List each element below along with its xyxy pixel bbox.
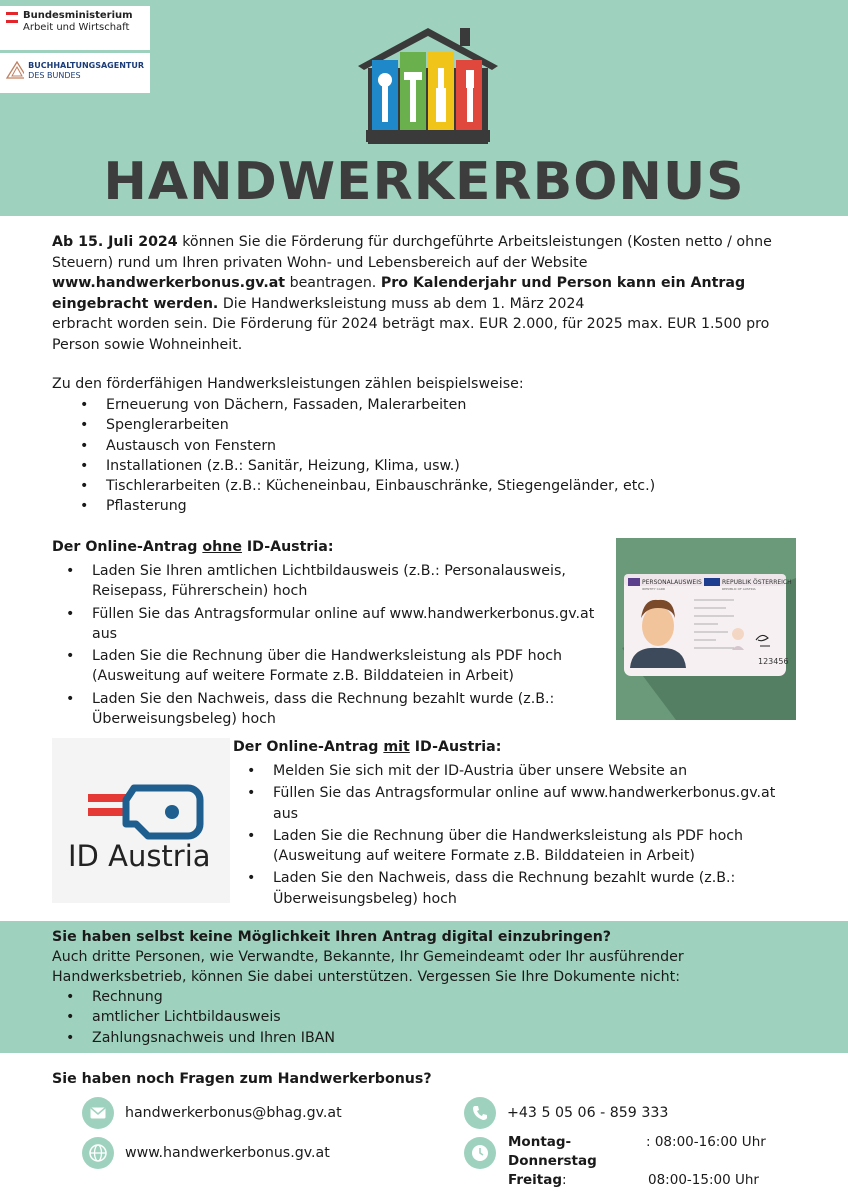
with-id-section: [233, 737, 803, 911]
phone-number[interactable]: +43 5 05 06 - 859 333: [507, 1105, 669, 1121]
mail-icon: [82, 1097, 114, 1129]
intro-website-link[interactable]: www.handwerkerbonus.gv.at: [52, 275, 286, 291]
page-title: HANDWERKERBONUS: [103, 152, 745, 212]
list-item: • Laden Sie den Nachweis, dass die Rechnung bezahlt wurde (z.B.: Überweisungsbeleg) hoch: [66, 689, 612, 730]
list-item: • Melden Sie sich mit der ID-Austria über unsere Website an: [247, 761, 803, 781]
id-card-illustration: [616, 538, 796, 720]
id-card-number: 123456: [758, 657, 789, 666]
help-title: Sie haben selbst keine Möglichkeit Ihren Antrag digital einzubringen?: [52, 929, 612, 945]
title-emphasis: mit: [383, 739, 410, 755]
list-item: • Laden Sie Ihren amtlichen Lichtbildausweis (z.B.: Personalausweis, Reisepass, Führerschein) hoch: [66, 561, 612, 602]
email-link[interactable]: handwerkerbonus@bhag.gv.at: [125, 1105, 342, 1121]
help-list: [66, 987, 812, 1048]
id-card-country-sub: REPUBLIC OF AUSTRIA: [722, 587, 756, 591]
website-contact: [82, 1137, 330, 1169]
id-card-subtitle: IDENTITY CARD: [642, 587, 666, 591]
intro-text: beantragen.: [285, 275, 381, 291]
hours-day: Freitag: [508, 1172, 563, 1188]
title-text: Der Online-Antrag: [233, 739, 384, 755]
id-card-icon: [616, 538, 796, 720]
list-item: • Rechnung: [66, 987, 812, 1007]
list-item: • Spenglerarbeiten: [80, 415, 655, 435]
website-link[interactable]: www.handwerkerbonus.gv.at: [125, 1145, 330, 1161]
logo-column: [0, 6, 150, 96]
eligible-heading: Zu den förderfähigen Handwerksleistungen zählen beispielsweise:: [52, 376, 524, 392]
list-item: • Pflasterung: [80, 496, 655, 516]
list-item: • Tischlerarbeiten (z.B.: Kücheneinbau, Einbauschränke, Stiegengeländer, etc.): [80, 476, 655, 496]
list-item: • Laden Sie den Nachweis, dass die Rechnung bezahlt wurde (z.B.: Überweisungsbeleg) hoch: [247, 868, 803, 909]
without-id-list: [66, 561, 612, 729]
eligible-list: [80, 395, 655, 517]
globe-icon: [82, 1137, 114, 1169]
ministry-subname: Arbeit und Wirtschaft: [23, 22, 130, 33]
id-austria-text: ID Austria: [68, 839, 211, 873]
without-id-section: [52, 537, 612, 731]
id-austria-logo: [52, 738, 230, 903]
triangle-logo-icon: [6, 61, 24, 79]
hours-label: Montag-Donnerstag: [508, 1134, 597, 1169]
hours-value: : 08:00-16:00 Uhr: [646, 1134, 766, 1150]
contact-question: Sie haben noch Fragen zum Handwerkerbonus?: [52, 1071, 432, 1087]
house-tools-icon: [352, 24, 504, 146]
list-item: • Installationen (z.B.: Sanitär, Heizung, Klima, usw.): [80, 456, 655, 476]
with-id-title: [233, 737, 803, 757]
agency-logo: [0, 53, 150, 93]
without-id-title: [52, 537, 612, 557]
intro-paragraph: [52, 232, 797, 355]
start-date: Ab 15. Juli 2024: [52, 234, 178, 250]
intro-text: können Sie die Förderung für durchgeführte Arbeitsleistungen (Kosten netto / ohne Steuern) rund um Ihren privaten Wohn- und Lebensbereich auf der Website: [52, 234, 772, 271]
ministry-name: Bundesministerium: [23, 10, 133, 21]
clock-icon: [464, 1137, 496, 1169]
phone-contact: [464, 1097, 668, 1129]
intro-text: Die Handwerksleistung muss ab dem 1. März 2024: [218, 295, 585, 312]
austria-flag-icon: [6, 12, 18, 24]
list-item: • amtlicher Lichtbildausweis: [66, 1007, 812, 1027]
id-card-title: PERSONALAUSWEIS: [642, 579, 702, 586]
intro-text: erbracht worden sein. Die Förderung für 2024 beträgt max. EUR 2.000, für 2025 max. EUR 1.500 pro Person sowie Wohneinheit.: [52, 316, 770, 353]
list-item: • Laden Sie die Rechnung über die Handwerksleistung als PDF hoch (Ausweitung auf weitere Formate z.B. Bilddateien in Arbeit): [66, 646, 612, 687]
help-band: [0, 921, 848, 1053]
hours-label: [508, 1171, 648, 1190]
help-text: Auch dritte Personen, wie Verwandte, Bekannte, Ihr Gemeindeamt oder Ihr ausführender Handwerksbetrieb, können Sie dabei unterstützen. Vergessen Sie Ihre Dokumente nicht:: [52, 949, 684, 985]
list-item: • Laden Sie die Rechnung über die Handwerksleistung als PDF hoch (Ausweitung auf weitere Formate z.B. Bilddateien in Arbeit): [247, 826, 803, 867]
intro-rule: Pro Kalenderjahr und Person kann ein Antrag eingebracht werden.: [52, 275, 746, 312]
hours-colon: :: [562, 1172, 567, 1188]
opening-hours: [508, 1133, 766, 1190]
ministry-logo: [0, 6, 150, 50]
hours-value: 08:00-15:00 Uhr: [648, 1172, 759, 1188]
list-item: • Zahlungsnachweis und Ihren IBAN: [66, 1028, 812, 1048]
with-id-list: [247, 761, 803, 909]
phone-icon: [464, 1097, 496, 1129]
id-austria-key-icon: [52, 738, 230, 903]
list-item: • Erneuerung von Dächern, Fassaden, Malerarbeiten: [80, 395, 655, 415]
list-item: • Füllen Sie das Antragsformular online auf www.handwerkerbonus.gv.at aus: [66, 604, 612, 645]
title-emphasis: ohne: [202, 539, 242, 555]
email-contact: [82, 1097, 342, 1129]
agency-name: BUCHHALTUNGSAGENTUR: [28, 61, 144, 70]
agency-subname: DES BUNDES: [28, 71, 81, 80]
id-card-country: REPUBLIK ÖSTERREICH: [722, 579, 792, 586]
title-text: ID-Austria:: [241, 539, 334, 555]
hero-banner: [0, 0, 848, 216]
title-text: Der Online-Antrag: [52, 539, 203, 555]
list-item: • Füllen Sie das Antragsformular online auf www.handwerkerbonus.gv.at aus: [247, 783, 803, 824]
title-text: ID-Austria:: [409, 739, 502, 755]
list-item: • Austausch von Fenstern: [80, 436, 655, 456]
